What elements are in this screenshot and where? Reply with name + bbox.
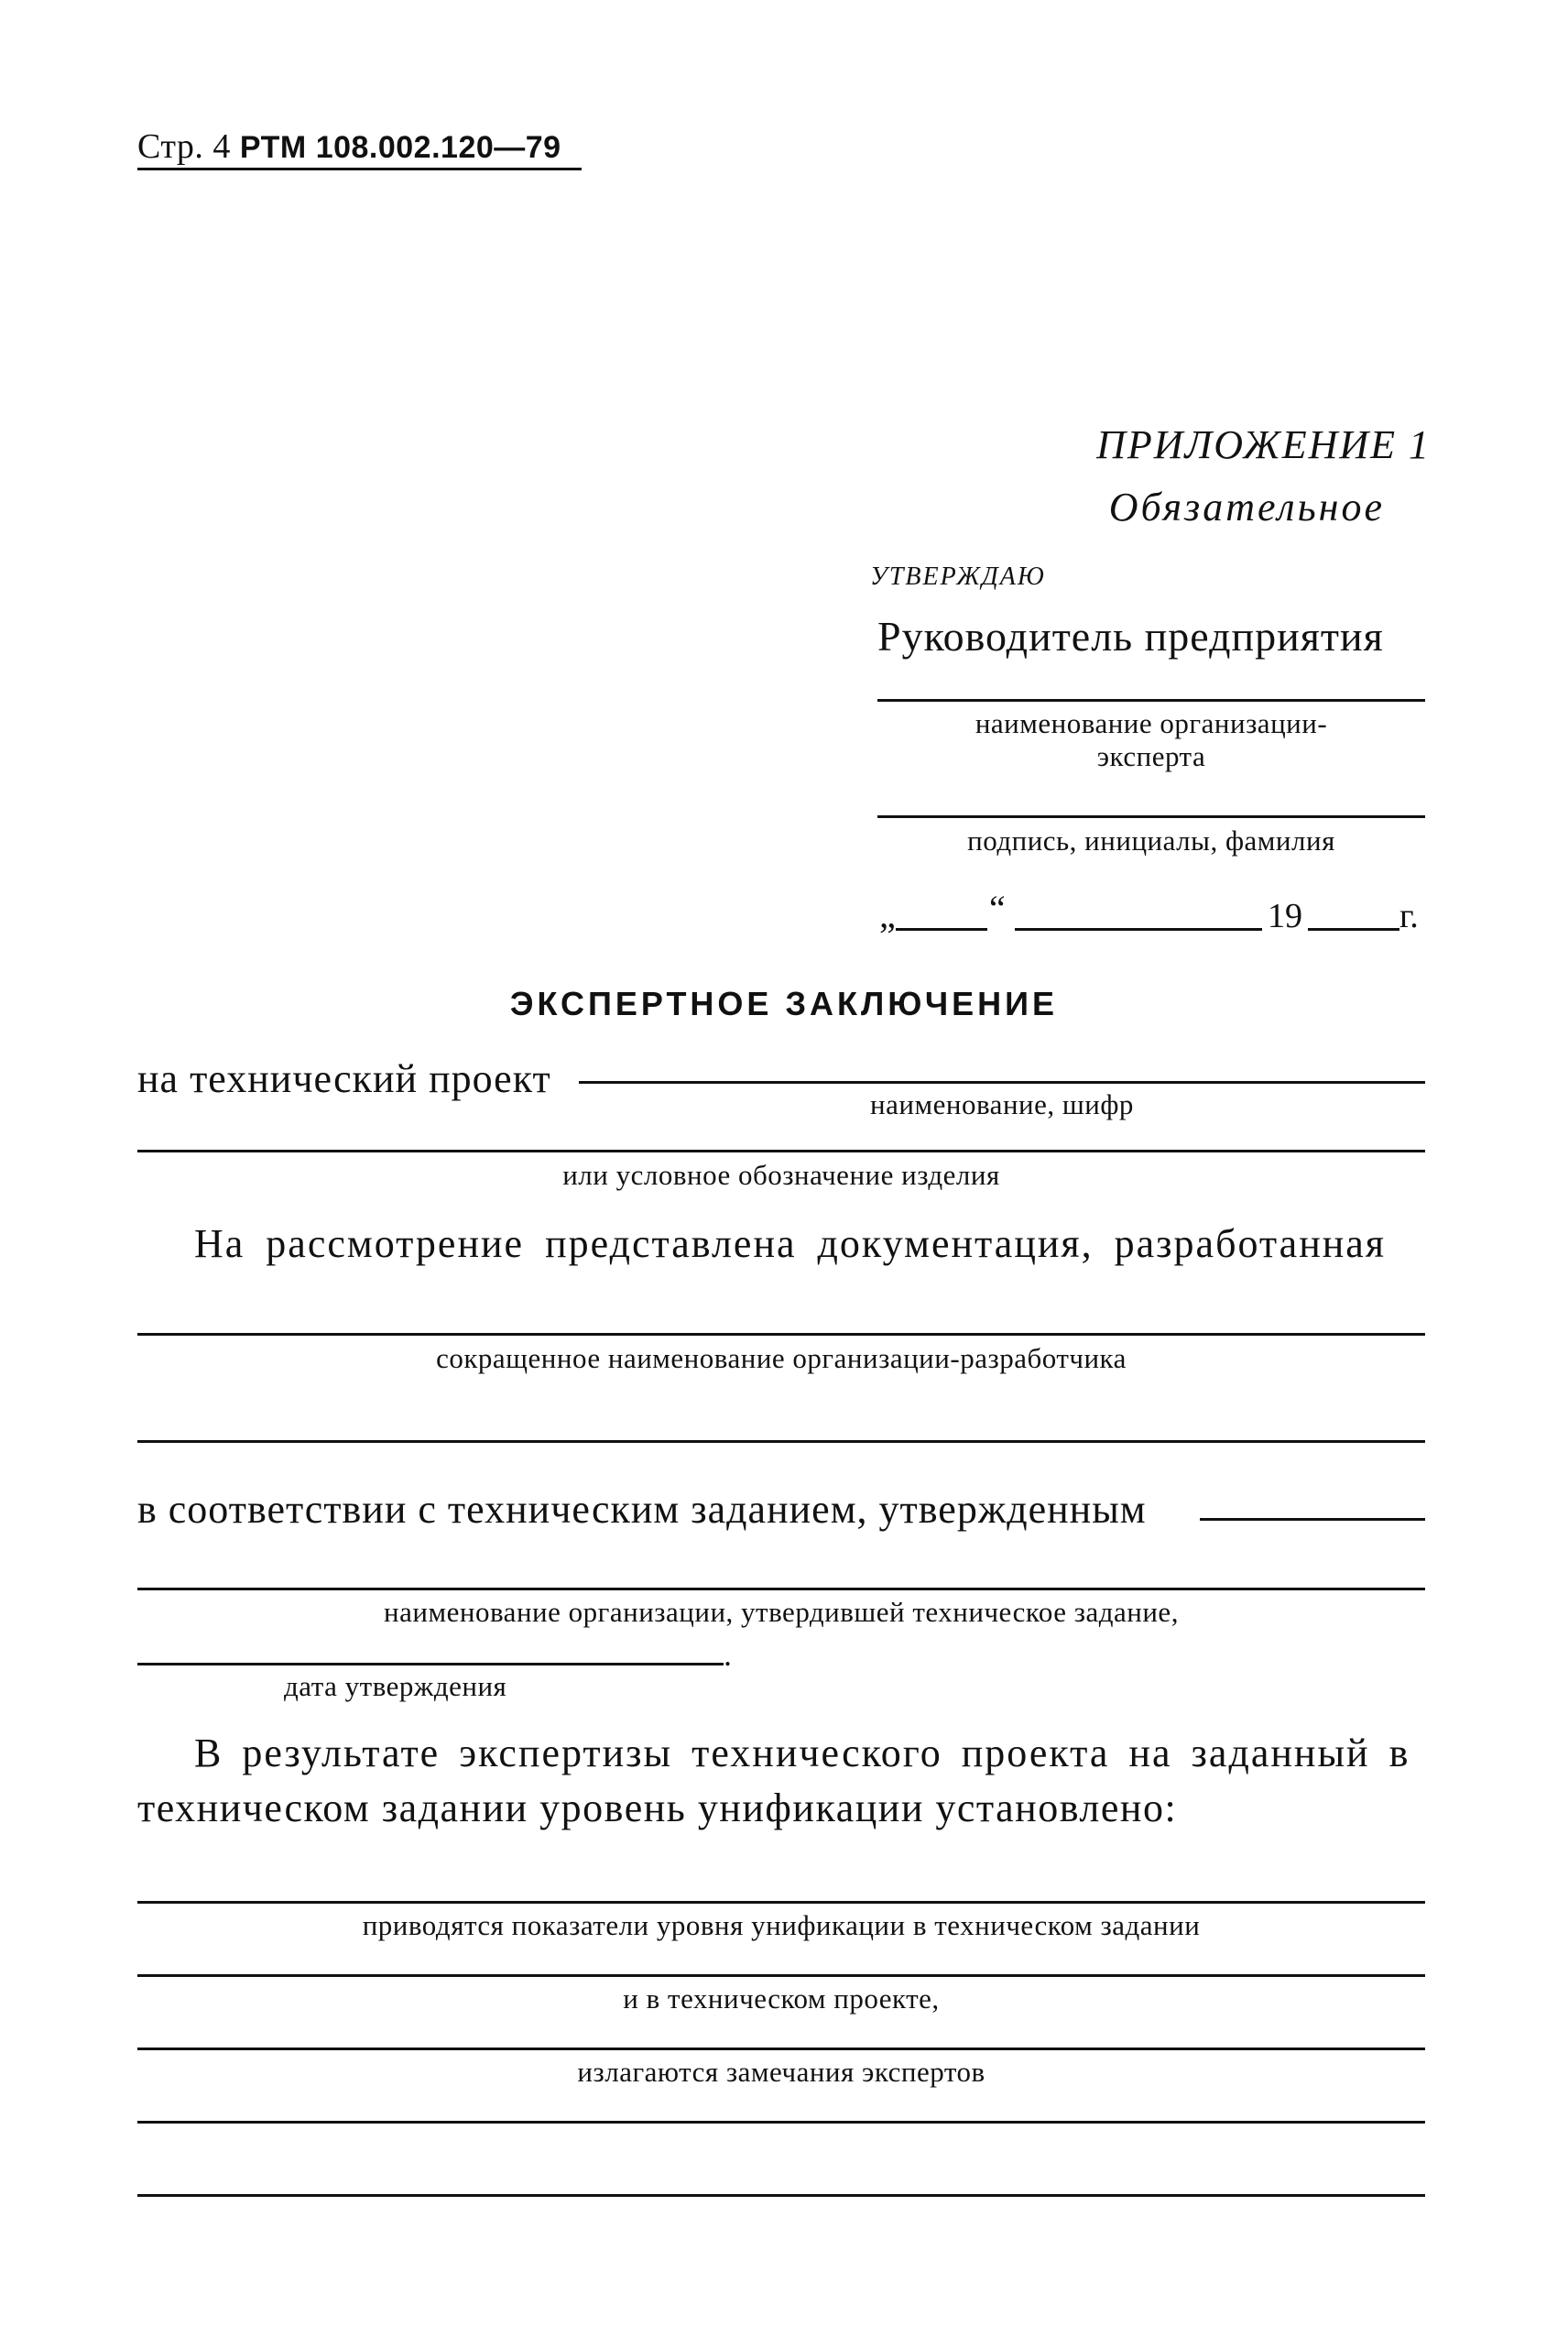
tz-date-caption: дата утверждения (284, 1670, 507, 1702)
project-name-line-2[interactable] (137, 1150, 1425, 1152)
developer-line[interactable] (137, 1333, 1425, 1336)
document-code: РТМ 108.002.120—79 (239, 130, 561, 165)
result-text-1: В результате экспертизы технического проекта на заданный в (194, 1731, 1410, 1775)
header-underline (137, 168, 582, 170)
org-caption (877, 707, 1425, 773)
project-indicators-caption: и в техническом проекте, (623, 1982, 940, 2015)
document-title: ЭКСПЕРТНОЕ ЗАКЛЮЧЕНИЕ (509, 985, 1059, 1022)
tz-org-line[interactable] (1200, 1518, 1425, 1521)
project-name-line[interactable] (579, 1081, 1425, 1084)
accordance-text: в соответствии с техническим заданием, утвержденным (137, 1487, 1147, 1532)
indicators-caption: приводятся показатели уровня унификации в техническом задании (362, 1909, 1201, 1941)
date-quote-close: “ (989, 888, 1006, 929)
project-indicators-line[interactable] (137, 1974, 1425, 1977)
project-caption-2: или условное обозначение изделия (562, 1159, 1000, 1191)
signature-caption: подпись, инициалы, фамилия (967, 824, 1335, 857)
remarks-line-2[interactable] (137, 2121, 1425, 2124)
indicators-line[interactable] (137, 1901, 1425, 1904)
page-header (137, 126, 561, 167)
date-year-line[interactable] (1308, 928, 1399, 931)
result-text-2: техническом задании уровень унификации установлено: (137, 1785, 1178, 1830)
org-caption-line-2: эксперта (1096, 740, 1206, 772)
date-month-line[interactable] (1015, 928, 1262, 931)
submitted-text: На рассмотрение представлена документация, разработанная (194, 1221, 1387, 1266)
date-year-suffix: г. (1399, 897, 1419, 935)
developer-line-2[interactable] (137, 1440, 1425, 1443)
org-caption-line-1: наименование организации- (975, 707, 1328, 739)
remarks-line[interactable] (137, 2048, 1425, 2050)
page-number: Стр. 4 (137, 127, 231, 166)
head-of-enterprise: Руководитель предприятия (877, 613, 1384, 660)
tz-caption: наименование организации, утвердившей техническое задание, (384, 1596, 1179, 1628)
developer-caption: сокращенное наименование организации-разработчика (436, 1342, 1127, 1374)
tz-date-line[interactable] (137, 1663, 724, 1665)
remarks-caption: излагаются замечания экспертов (577, 2056, 985, 2088)
appendix-title: ПРИЛОЖЕНИЕ 1 (1096, 422, 1431, 467)
project-label: на технический проект (137, 1056, 551, 1101)
date-quote-open: „ (879, 894, 896, 935)
date-day-line[interactable] (896, 928, 987, 931)
tz-date-dot: . (724, 1636, 732, 1673)
approve-word: УТВЕРЖДАЮ (870, 562, 1046, 591)
date-year-prefix: 19 (1268, 897, 1302, 935)
tz-org-line-2[interactable] (137, 1588, 1425, 1590)
signature-line[interactable] (877, 815, 1425, 818)
project-caption-1: наименование, шифр (870, 1088, 1134, 1120)
remarks-line-3[interactable] (137, 2194, 1425, 2197)
org-name-line[interactable] (877, 699, 1425, 702)
appendix-status: Обязательное (1108, 485, 1385, 530)
